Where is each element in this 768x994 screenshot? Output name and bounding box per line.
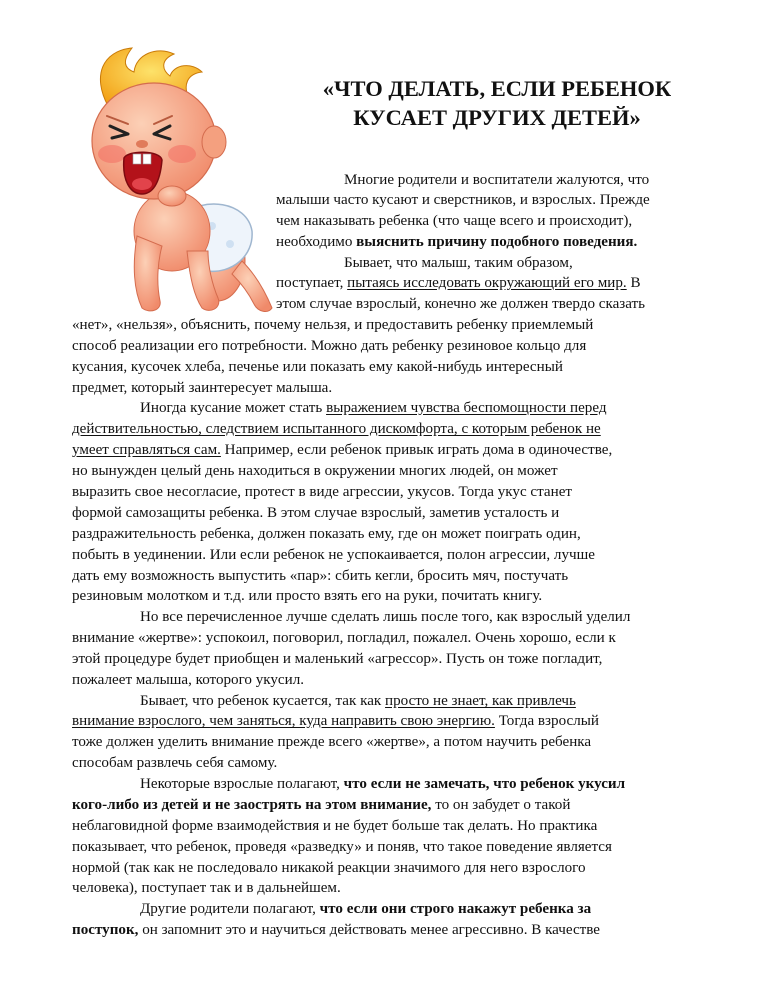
- text-line: [140, 774, 625, 795]
- text-segment: Тогда взрослый: [494, 713, 599, 729]
- text-segment: Например, если ребенок привык играть дома в одиночестве,: [220, 442, 613, 458]
- text-segment: необходимо: [276, 234, 357, 250]
- text-line: [72, 753, 277, 774]
- text-segment: Бывает, что малыш, таким образом,: [344, 255, 573, 271]
- text-line: [276, 294, 645, 315]
- text-segment: способ реализации его потребности. Можно дать ребенку резиновое кольцо для: [72, 338, 587, 354]
- text-line: [276, 190, 650, 211]
- text-line: [344, 253, 573, 274]
- text-line: [72, 545, 595, 566]
- text-line: [72, 795, 570, 816]
- text-segment: выразить свое несогласие, протест в виде агрессии, укусов. Тогда укус станет: [72, 484, 572, 500]
- text-line: [72, 336, 586, 357]
- title-line-2: КУСАЕТ ДРУГИХ ДЕТЕЙ»: [353, 105, 641, 130]
- bold-phrase: поступок,: [72, 922, 139, 938]
- text-segment: этом случае взрослый, конечно же должен твердо сказать: [276, 296, 646, 312]
- text-line: [72, 315, 593, 336]
- text-segment: Другие родители полагают,: [140, 901, 320, 917]
- text-line: [72, 670, 304, 691]
- text-line: [72, 858, 586, 879]
- text-segment: В: [626, 275, 641, 291]
- baby-head: [92, 83, 226, 199]
- text-line: [140, 691, 576, 712]
- bold-phrase: что если они строго накажут ребенка за: [319, 901, 592, 917]
- bold-phrase: выяснить причину подобного поведения.: [356, 234, 638, 250]
- text-segment: Но все перечисленное лучше сделать лишь после того, как взрослый уделил: [140, 609, 631, 625]
- text-segment: малыши часто кусают и сверстников, и взрослых. Прежде: [276, 192, 650, 208]
- text-segment: человека), поступает так и в дальнейшем.: [72, 880, 341, 896]
- text-segment: но вынужден целый день находиться в окружении многих людей, он может: [72, 463, 558, 479]
- text-line: [72, 837, 612, 858]
- text-line: [72, 524, 581, 545]
- text-segment: пожалеет малыша, которого укусил.: [72, 672, 305, 688]
- text-line: [72, 378, 332, 399]
- text-segment: этой процедуре будет приобщен и маленький «агрессор». Пусть он тоже погладит,: [72, 651, 603, 667]
- text-line: [72, 440, 612, 461]
- text-line: [72, 419, 601, 440]
- text-segment: кусания, кусочек хлеба, печенье или показать ему какой-нибудь интересный: [72, 359, 563, 375]
- text-segment: поступает,: [276, 275, 348, 291]
- text-line: [72, 649, 602, 670]
- text-segment: неблаговидной форме взаимодействия и не будет больше так делать. Но практика: [72, 818, 598, 834]
- bold-phrase: что если не замечать, что ребенок укусил: [343, 776, 626, 792]
- title-line-1: «ЧТО ДЕЛАТЬ, ЕСЛИ РЕБЕНОК: [322, 76, 672, 101]
- text-segment: внимание «жертве»: успокоил, поговорил, погладил, пожалел. Очень хорошо, если к: [72, 630, 616, 646]
- text-line: [344, 170, 649, 191]
- text-segment: дать ему возможность выпустить «пар»: сбить кегли, бросить мяч, постучать: [72, 568, 569, 584]
- text-segment: Некоторые взрослые полагают,: [140, 776, 344, 792]
- text-line: [72, 628, 616, 649]
- text-line: [276, 273, 641, 294]
- text-segment: способам развлечь себя самому.: [72, 755, 278, 771]
- underlined-phrase: пытаясь исследовать окружающий его мир.: [347, 275, 627, 291]
- bold-phrase: кого-либо из детей и не заострять на этом внимание,: [72, 797, 432, 813]
- crying-baby-illustration: [62, 46, 277, 316]
- text-line: [72, 566, 568, 587]
- underlined-phrase: выражением чувства беспомощности перед: [326, 400, 607, 416]
- text-segment: формой самозащиты ребенка. В этом случае взрослый, заметив усталость и: [72, 505, 560, 521]
- text-segment: тоже должен уделить внимание прежде всего «жертве», а потом научить ребенка: [72, 734, 592, 750]
- text-segment: «нет», «нельзя», объяснить, почему нельзя, и предоставить ребенку приемлемый: [72, 317, 594, 333]
- text-line: [72, 503, 559, 524]
- text-line: [276, 211, 632, 232]
- text-segment: предмет, который заинтересует малыша.: [72, 380, 333, 396]
- text-segment: Иногда кусание может стать: [140, 400, 327, 416]
- page-title: [276, 74, 718, 132]
- text-line: [72, 732, 591, 753]
- text-line: [72, 711, 599, 732]
- underlined-phrase: просто не знает, как привлечь: [385, 693, 576, 709]
- text-line: [72, 920, 600, 941]
- underlined-phrase: умеет справляться сам.: [72, 442, 221, 458]
- text-segment: Бывает, что ребенок кусается, так как: [140, 693, 386, 709]
- text-line: [276, 232, 637, 253]
- text-segment: побыть в уединении. Или если ребенок не успокаивается, полон агрессии, лучше: [72, 547, 595, 563]
- text-line: [72, 482, 572, 503]
- text-segment: то он забудет о такой: [431, 797, 571, 813]
- text-segment: раздражительность ребенка, должен показать ему, где он может поиграть один,: [72, 526, 581, 542]
- underlined-phrase: действительностью, следствием испытанного дискомфорта, с которым ребенок не: [72, 421, 601, 437]
- text-segment: он запомнит это и научиться действовать менее агрессивно. В качестве: [138, 922, 600, 938]
- text-line: [72, 878, 341, 899]
- text-segment: Многие родители и воспитатели жалуются, что: [344, 172, 650, 188]
- text-segment: чем наказывать ребенка (что чаще всего и происходит),: [276, 213, 633, 229]
- text-line: [72, 816, 597, 837]
- text-line: [72, 586, 542, 607]
- text-segment: нормой (так как не последовало никакой реакции значимого для него взрослого: [72, 860, 586, 876]
- text-line: [72, 357, 563, 378]
- text-segment: резиновым молотком и т.д. или просто взять его на руки, почитать книгу.: [72, 588, 543, 604]
- text-segment: показывает, что ребенок, проведя «разведку» и поняв, что такое поведение является: [72, 839, 612, 855]
- text-line: [140, 607, 630, 628]
- text-line: [140, 899, 591, 920]
- text-line: [72, 461, 558, 482]
- text-line: [140, 398, 607, 419]
- underlined-phrase: внимание взрослого, чем заняться, куда направить свою энергию.: [72, 713, 495, 729]
